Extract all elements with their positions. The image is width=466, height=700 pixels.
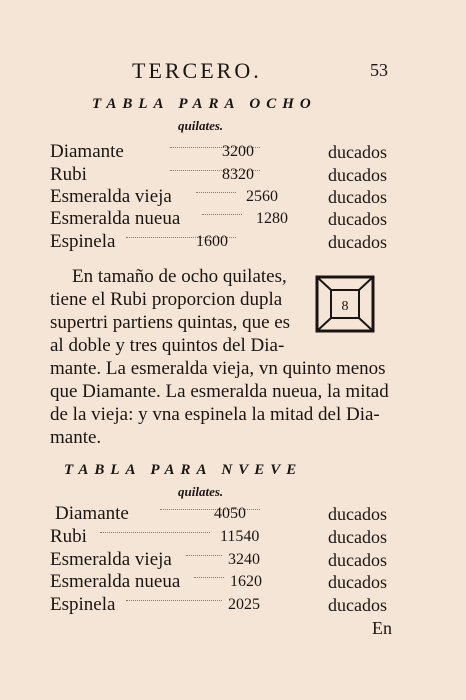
gem-name: Diamante xyxy=(55,503,129,524)
gem-unit: ducados xyxy=(328,550,387,570)
gem-unit: ducados xyxy=(328,187,387,207)
dot-leader xyxy=(196,192,236,193)
gem-unit: ducados xyxy=(328,165,387,185)
text-line: mante. La esmeralda vieja, vn quinto menos xyxy=(50,358,386,379)
gem-unit: ducados xyxy=(328,572,387,592)
gem-value: 8320 xyxy=(222,166,254,183)
text-line: tiene el Rubi proporcion dupla xyxy=(50,289,283,310)
text-line: En tamaño de ocho quilates, xyxy=(72,266,287,287)
diagram-facet-line xyxy=(359,277,373,290)
dot-leader xyxy=(100,532,210,533)
gem-name: Esmeralda nueua xyxy=(50,571,181,592)
diagram-facet-line xyxy=(317,318,331,331)
gem-name: Espinela xyxy=(50,231,116,252)
text-line: al doble y tres quintos del Dia- xyxy=(50,335,285,356)
text-line: de la vieja: y vna espinela la mitad del Dia- xyxy=(50,404,380,425)
text-line: que Diamante. La esmeralda nueua, la mitad xyxy=(50,381,389,402)
dot-leader xyxy=(194,577,224,578)
gem-value: 2025 xyxy=(228,596,260,613)
table-row xyxy=(50,141,400,165)
dot-leader xyxy=(126,600,222,601)
text-line: supertri partiens quintas, que es xyxy=(50,312,291,333)
diagram-facet-line xyxy=(359,318,373,331)
page-number: 53 xyxy=(370,60,388,80)
gem-name: Diamante xyxy=(50,141,124,162)
gem-value: 3200 xyxy=(222,143,254,160)
gem-unit: ducados xyxy=(328,142,387,162)
table-row xyxy=(50,231,400,255)
gem-name: Esmeralda vieja xyxy=(50,186,172,207)
table-row xyxy=(50,571,400,595)
gem-name: Rubi xyxy=(50,164,87,185)
gem-value: 11540 xyxy=(220,528,260,545)
running-head: TERCERO. xyxy=(132,58,262,83)
table-subtitle: quilates. xyxy=(178,118,224,133)
gem-value: 3240 xyxy=(228,551,260,568)
diagram-facet-line xyxy=(317,277,331,290)
table-row xyxy=(50,208,400,232)
gem-value: 4050 xyxy=(214,505,246,522)
dot-leader xyxy=(202,214,242,215)
gem-value: 1600 xyxy=(196,233,228,250)
table-row xyxy=(50,503,400,527)
text-line: mante. xyxy=(50,427,102,448)
gem-value: 2560 xyxy=(246,188,278,205)
table-subtitle: quilates. xyxy=(178,484,224,499)
gem-name: Esmeralda vieja xyxy=(50,549,172,570)
diagram-label: 8 xyxy=(341,299,349,314)
gem-unit: ducados xyxy=(328,527,387,547)
table-row xyxy=(50,164,400,188)
table-row xyxy=(50,526,400,550)
gem-value: 1620 xyxy=(230,573,262,590)
dot-leader xyxy=(186,555,222,556)
gem-cut-diagram xyxy=(315,275,375,333)
gem-name: Espinela xyxy=(50,594,116,615)
gem-unit: ducados xyxy=(328,232,387,252)
gem-unit: ducados xyxy=(328,209,387,229)
gem-value: 1280 xyxy=(256,210,288,227)
table-row xyxy=(50,186,400,210)
gem-name: Esmeralda nueua xyxy=(50,208,181,229)
table-row xyxy=(50,594,400,618)
gem-unit: ducados xyxy=(328,504,387,524)
gem-name: Rubi xyxy=(50,526,87,547)
table-title: TABLA PARA OCHO xyxy=(92,96,317,112)
gem-unit: ducados xyxy=(328,595,387,615)
table-row xyxy=(50,549,400,573)
table-title: TABLA PARA NVEVE xyxy=(64,462,303,478)
catchword: En xyxy=(372,618,392,638)
